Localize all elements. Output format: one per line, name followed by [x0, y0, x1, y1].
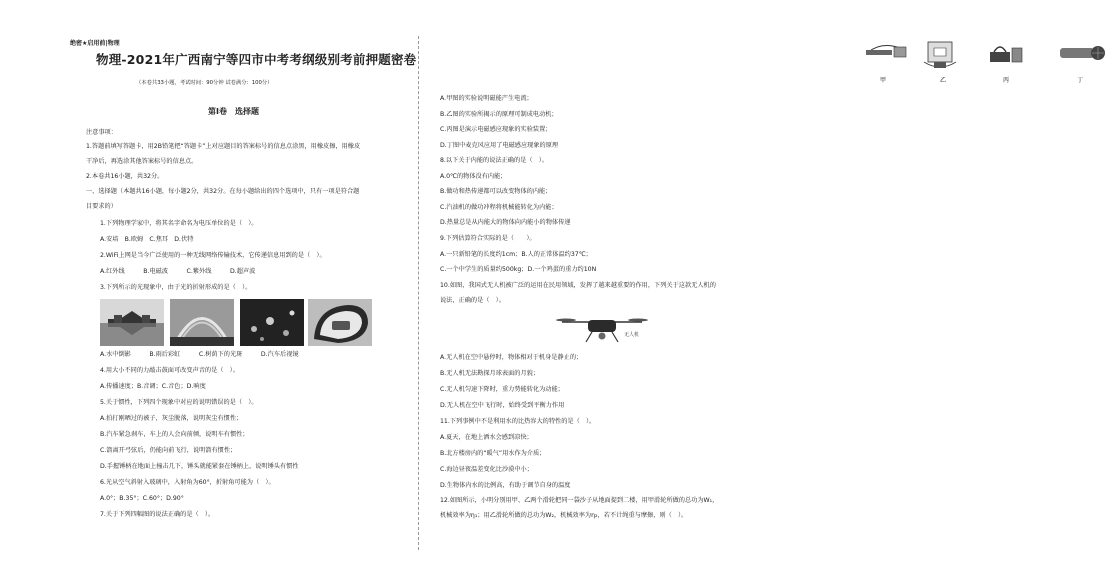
question-line: A.0℃的物体没有内能； — [440, 173, 507, 180]
question-line: A.一只新铅笔的长度约1cm；B.人的正常体温约37℃； — [440, 251, 592, 258]
question-line: A.安培 B.欧姆 C.焦耳 D.伏特 — [100, 236, 194, 243]
column-divider — [418, 36, 419, 550]
question-line: 6.光从空气斜射入玻璃中，入射角为60°，折射角可能为（ ）。 — [100, 479, 275, 486]
question-line: D.生物体内水的比例高，有助于调节自身的温度 — [440, 482, 571, 489]
question-line: 2.WiFi上网是当今广泛使用的一种无线网络传输技术，它传递信息用到的是（ ）。 — [100, 252, 326, 259]
right-column — [422, 0, 1084, 562]
question-line: A.水中倒影 B.雨后彩虹 C.树荫下的光斑 D.汽车后视镜 — [100, 351, 299, 358]
question-line: A.0°；B.35°；C.60°；D.90° — [100, 495, 184, 502]
question-line: D.丁图中麦克风应用了电磁感应现象的原理 — [440, 142, 559, 149]
question-line: A.无人机在空中悬停时，物体相对于机身是静止的； — [440, 354, 583, 361]
question-line: B.做功和热传递都可以改变物体的内能； — [440, 188, 552, 195]
car-mirror-photo — [308, 299, 372, 346]
light-phenomena-photos — [100, 299, 372, 346]
question-line: D.热量总是从内能大的物体向内能小的物体传递 — [440, 219, 571, 226]
drone-figure — [552, 308, 652, 348]
confidential-tag: 绝密★启用前|物理 — [70, 40, 120, 47]
tree-shadow-photo — [240, 299, 304, 346]
question-line: B.无人机无法勘探月球表面的月貌； — [440, 370, 540, 377]
question-line: 9.下列估算符合实际的是（ ）。 — [440, 235, 536, 242]
question-line: C.海边昼夜温差变化比沙漠中小； — [440, 466, 533, 473]
question-line: A.传播速度；B.音调；C.音色；D.响度 — [100, 383, 206, 390]
question-line: 机械效率为η₁；用乙滑轮所做的总功为W₂，机械效率为η₂，若不计绳重与摩擦，则（ ）。 — [440, 512, 688, 519]
question-line: A.拍打刚晒过的被子，灰尘脱落，说明灰尘有惯性； — [100, 415, 243, 422]
question-line: C.一个中学生的质量约500kg；D.一个鸡蛋的重力约10N — [440, 266, 597, 273]
figure-yi — [924, 42, 956, 68]
question-line: A.夏天，在地上洒水会感到凉快； — [440, 434, 533, 441]
question-line: 干净后，再选涂其他答案标号的信息点。 — [86, 158, 198, 165]
experiment-figures — [864, 38, 1110, 88]
figure-label-jia: 甲 — [880, 77, 887, 84]
question-line: 5.关于惯性，下列四个现象中对应的说明错误的是（ ）。 — [100, 399, 258, 406]
question-line: 10.如图，我国式无人机被广泛的运用在民用领域，发挥了越来越重要的作用，下列关于这款无人机的 — [440, 282, 716, 289]
figure-bing — [990, 47, 1022, 62]
figure-label-ding: 丁 — [1077, 77, 1084, 84]
section-heading: 第Ⅰ卷 选择题 — [208, 107, 259, 116]
question-line: 8.以下关于内能的说法正确的是（ ）。 — [440, 157, 548, 164]
question-line: 2.本卷共16小题，共32分。 — [86, 173, 164, 180]
figure-label-bing: 丙 — [1003, 77, 1010, 84]
question-line: 说法，正确的是（ ）。 — [440, 297, 505, 304]
question-line: 1.答题前填写答题卡，用2B铅笔把“答题卡”上对应题目的答案标号的信息点涂黑，用橡皮擦，用橡皮 — [86, 143, 361, 150]
question-line: 7.关于下列四幅图的说法正确的是（ ）。 — [100, 511, 215, 518]
question-line: 1.下列物理学家中，将其名字命名为电压单位的是（ ）。 — [100, 220, 258, 227]
rainbow-photo — [170, 299, 234, 346]
page-title: 物理-2021年广西南宁等四市中考考纲级别考前押题密卷 — [96, 52, 417, 67]
question-line: C.箭离开弓弦后，仍能向前飞行，说明箭有惯性； — [100, 447, 237, 454]
figure-label-yi: 乙 — [940, 77, 947, 84]
figure-jia — [866, 45, 906, 57]
question-line: C.无人机匀速下降时，重力势能转化为动能； — [440, 386, 564, 393]
question-line: 11.下列事例中不是利用水的比热容大的特性的是（ ）。 — [440, 418, 596, 425]
question-line: A.红外线 B.电磁波 C.紫外线 D.超声波 — [100, 268, 256, 275]
question-line: B.北方楼房内的“暖气”用水作为介质； — [440, 450, 546, 457]
pagoda-reflection-photo — [100, 299, 164, 346]
question-line: 12.如图所示，小明分别用甲、乙两个滑轮把同一袋沙子从地面提到二楼，用甲滑轮所做的总功为W₁， — [440, 497, 719, 504]
question-line: C.丙图是演示电磁感应现象的实验装置； — [440, 126, 552, 133]
question-line: B.汽车紧急刹车，车上的人会向前倾，说明车有惯性； — [100, 431, 249, 438]
left-column — [0, 0, 416, 562]
question-line: 4.用大小不同的力敲击鼓面可改变声音的是（ ）。 — [100, 367, 239, 374]
question-line: 3.下列所示的光现象中，由于光的折射形成的是（ ）。 — [100, 284, 252, 291]
question-line: B.乙图的实验所揭示的原理可制成电动机； — [440, 111, 558, 118]
question-line: 注意事项： — [86, 129, 117, 136]
question-line: D.手握锤柄在地面上撞击几下，锤头就能紧套在锤柄上，说明锤头有惯性 — [100, 463, 299, 470]
question-line: D.无人机在空中飞行时，始终受到平衡力作用 — [440, 402, 565, 409]
drone-label: 无人机 — [624, 332, 640, 338]
question-line: C.汽油机的做功冲程将机械能转化为内能； — [440, 204, 558, 211]
question-line: 一、选择题（本题共16小题，每小题2分，共32分。在每小题给出的四个选项中，只有一项是符合题 — [86, 188, 360, 195]
exam-info: （本卷共33小题，考试时间：90分钟 试卷满分：100分） — [136, 80, 273, 86]
figure-ding — [1060, 46, 1105, 60]
question-line: A.甲图的实验说明磁能产生电流； — [440, 95, 533, 102]
question-line: 目要求的） — [86, 203, 117, 210]
